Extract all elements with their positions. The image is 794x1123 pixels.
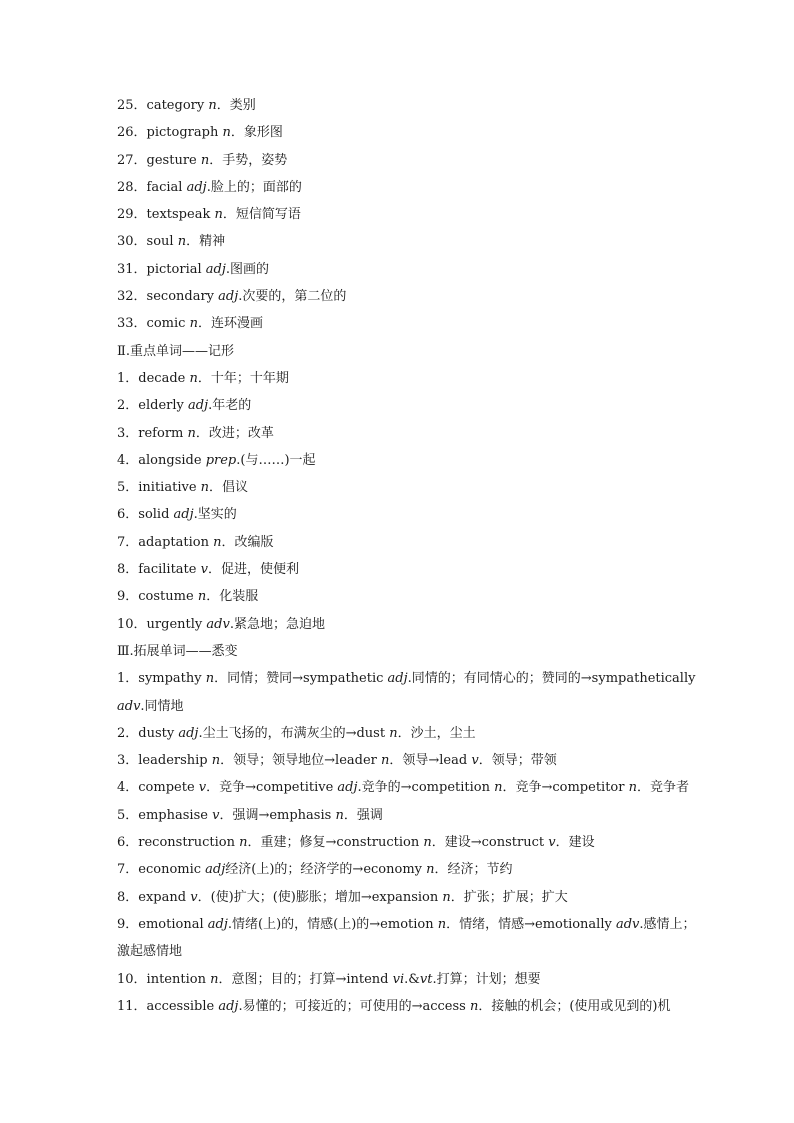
vocab-line [117,829,717,856]
vocab-text: ．同情；赞同→sympathetic [214,671,388,687]
vocab-text: ．强调 [343,807,383,823]
vocab-line [117,256,717,283]
vocab-text: 25．category [117,98,209,113]
vocab-text: ．竞争者 [636,780,689,796]
vocab-line [117,147,717,174]
vocab-text: ．情绪，情感→emotionally [446,916,616,932]
vocab-line [117,802,717,829]
vocab-text: .次要的，第二位的 [238,289,347,305]
vocab-text: 28．facial [117,179,187,195]
vocab-line [117,529,717,556]
vocab-text: ．化装服 [206,589,259,605]
part-of-speech: n [205,671,215,687]
vocab-text: 27．gesture [117,152,201,168]
vocab-line [117,911,717,938]
vocab-text: ．沙土，尘土 [397,725,476,741]
vocab-text: ．意图；目的；打算→intend [218,971,393,987]
part-of-speech: v [198,780,207,796]
part-of-speech: n [177,234,187,250]
vocab-text: ．建设→construct [431,835,549,851]
part-of-speech: adj [218,998,239,1014]
vocab-line [117,228,717,255]
part-of-speech: n [213,534,222,550]
vocab-text: 7．economic [117,862,206,878]
part-of-speech: n [426,862,435,878]
vocab-line [117,966,717,993]
part-of-speech: adj [207,916,228,932]
part-of-speech: v [200,562,208,578]
part-of-speech: n [200,480,210,496]
part-of-speech: adj [173,507,194,523]
vocab-line [117,92,717,119]
vocab-text: ．竞争→competitor [502,780,629,796]
vocab-text: 5．initiative [117,480,201,496]
vocab-line [117,884,717,911]
vocab-line [117,474,717,501]
vocab-text: ．领导→lead [389,753,472,769]
part-of-speech: n [494,780,503,796]
vocab-text: .图画的 [225,261,270,277]
vocab-text: ．倡议 [209,480,249,496]
part-of-speech: n [335,807,344,823]
vocab-line [117,583,717,610]
vocab-text: 29．textspeak [117,207,215,223]
vocab-text: ．手势，姿势 [209,152,288,168]
vocab-text: 3．reform [117,425,188,441]
vocab-text: 4．compete [117,780,199,796]
vocab-text: ．扩张；扩展；扩大 [450,889,568,905]
vocab-text: ．领导；带领 [478,753,557,769]
vocab-line [117,310,717,337]
vocab-text: 31．pictorial [117,261,206,277]
vocab-text: .竞争的→competition [357,780,495,796]
vocab-text: ．连环漫画 [197,316,263,332]
vocab-line [117,201,717,228]
vocab-text: .同情的；有同情心的；赞同的→sympathetically [407,671,696,687]
vocabulary-page [117,92,717,1020]
part-of-speech: n [214,207,223,223]
vocab-text: .坚实的 [193,507,237,523]
vocab-line [117,774,717,801]
vocab-text: 2．elderly [117,398,188,414]
vocab-text: 4．alongside [117,452,206,468]
vocab-text: 30．soul [117,234,178,250]
vocab-text: .(与……)一起 [236,452,316,468]
vocab-line [117,693,717,720]
vocab-text: Ⅱ.重点单词——记形 [117,343,234,359]
vocab-text: 7．adaptation [117,534,214,550]
vocab-line [117,283,717,310]
vocab-line [117,611,717,638]
vocab-text: ．接触的机会；(使用或见到的)机 [478,998,671,1014]
part-of-speech: adj [188,398,209,414]
vocab-text: .情绪(上)的，情感(上)的→emotion [227,916,438,932]
vocab-line [117,420,717,447]
vocab-line [117,119,717,146]
vocab-line [117,556,717,583]
vocab-text: 6．reconstruction [117,835,240,851]
part-of-speech: adj [178,725,199,741]
vocab-line [117,447,717,474]
part-of-speech: v [212,807,220,823]
vocab-text: .易懂的；可接近的；可使用的→access [238,998,470,1014]
part-of-speech: n [222,125,231,141]
vocab-text: .打算；计划；想要 [432,971,541,987]
vocab-line [117,638,717,665]
part-of-speech: n [442,889,451,905]
vocab-line [117,993,717,1020]
vocab-text: 10．intention [117,971,211,987]
vocab-text: 10．urgently [117,616,207,632]
vocab-text: 1．sympathy [117,671,206,687]
vocab-text: ．精神 [186,234,226,250]
vocab-text: 经济(上)的；经济学的→economy [225,862,427,878]
vocab-line [117,747,717,774]
vocab-text: ．建设 [555,835,595,851]
vocab-text: 9．emotional [117,916,208,932]
part-of-speech: n [239,835,248,851]
vocab-text: ．促进，使便利 [207,562,299,578]
part-of-speech: n [381,753,390,769]
vocab-text: ．(使)扩大；(使)膨胀；增加→expansion [197,889,443,905]
part-of-speech: v [190,889,198,905]
part-of-speech: adv [206,616,230,632]
vocab-line [117,365,717,392]
part-of-speech: vt [419,971,433,987]
vocab-text: ．十年；十年期 [197,370,289,386]
vocab-text: ．类别 [216,98,256,113]
part-of-speech: v [548,835,556,851]
part-of-speech: adv [117,698,141,714]
vocab-line [117,665,717,692]
part-of-speech: v [471,753,479,769]
part-of-speech: n [423,835,432,851]
vocab-line [117,392,717,419]
vocab-text: .尘土飞扬的，布满灰尘的→dust [198,725,390,741]
vocab-text: 8．expand [117,889,191,905]
vocab-text: 2．dusty [117,725,179,741]
vocab-text: 33．comic [117,316,190,332]
part-of-speech: n [197,589,207,605]
vocab-text: ．改进；改革 [195,425,274,441]
vocab-text: 11．accessible [117,998,219,1014]
vocab-text: ．竞争→competitive [206,780,338,796]
part-of-speech: n [628,780,637,796]
part-of-speech: n [200,152,210,168]
part-of-speech: n [189,370,198,386]
vocab-line [117,856,717,883]
vocab-text: 激起感情地 [117,944,183,960]
part-of-speech: adj [218,289,239,305]
vocab-text: .年老的 [208,398,252,414]
vocab-text: 1．decade [117,370,190,386]
part-of-speech: n [437,916,447,932]
part-of-speech: prep [205,452,237,468]
vocab-text: 6．solid [117,507,174,523]
vocab-text: 32．secondary [117,289,219,305]
vocab-text: .感情上； [639,916,696,932]
vocab-text: .脸上的；面部的 [206,179,302,195]
part-of-speech: n [389,725,398,741]
vocab-text: 26．pictograph [117,125,223,141]
vocab-text: .紧急地；急迫地 [229,616,325,632]
part-of-speech: n [210,971,219,987]
vocab-text: 3．leadership [117,753,212,769]
vocab-text: Ⅲ.拓展单词——悉变 [117,643,238,659]
vocab-text: ．领导；领导地位→leader [220,753,381,769]
part-of-speech: n [187,425,196,441]
vocab-text: ．改编版 [221,534,274,550]
part-of-speech: n [189,316,198,332]
part-of-speech: n [208,98,217,113]
vocab-text: .& [404,971,420,987]
part-of-speech: adv [615,916,640,932]
vocab-text: 9．costume [117,589,198,605]
vocab-text: .同情地 [140,698,184,714]
vocab-line [117,338,717,365]
vocab-text: ．强调→emphasis [219,807,336,823]
part-of-speech: adj [205,862,226,878]
vocab-line [117,938,717,965]
vocab-text: ．短信简写语 [222,207,301,223]
vocab-text: ．经济；节约 [434,862,513,878]
vocab-text: 5．emphasise [117,807,213,823]
vocab-text: ．重建；修复→construction [247,835,424,851]
vocab-text: 8．facilitate [117,562,201,578]
vocab-line [117,720,717,747]
part-of-speech: adj [387,671,408,687]
part-of-speech: n [211,753,221,769]
vocab-line [117,501,717,528]
part-of-speech: adj [205,261,226,277]
vocab-line [117,174,717,201]
part-of-speech: n [469,998,479,1014]
part-of-speech: adj [186,179,207,195]
vocab-text: ．象形图 [230,125,283,141]
part-of-speech: vi [392,971,405,987]
part-of-speech: adj [337,780,358,796]
